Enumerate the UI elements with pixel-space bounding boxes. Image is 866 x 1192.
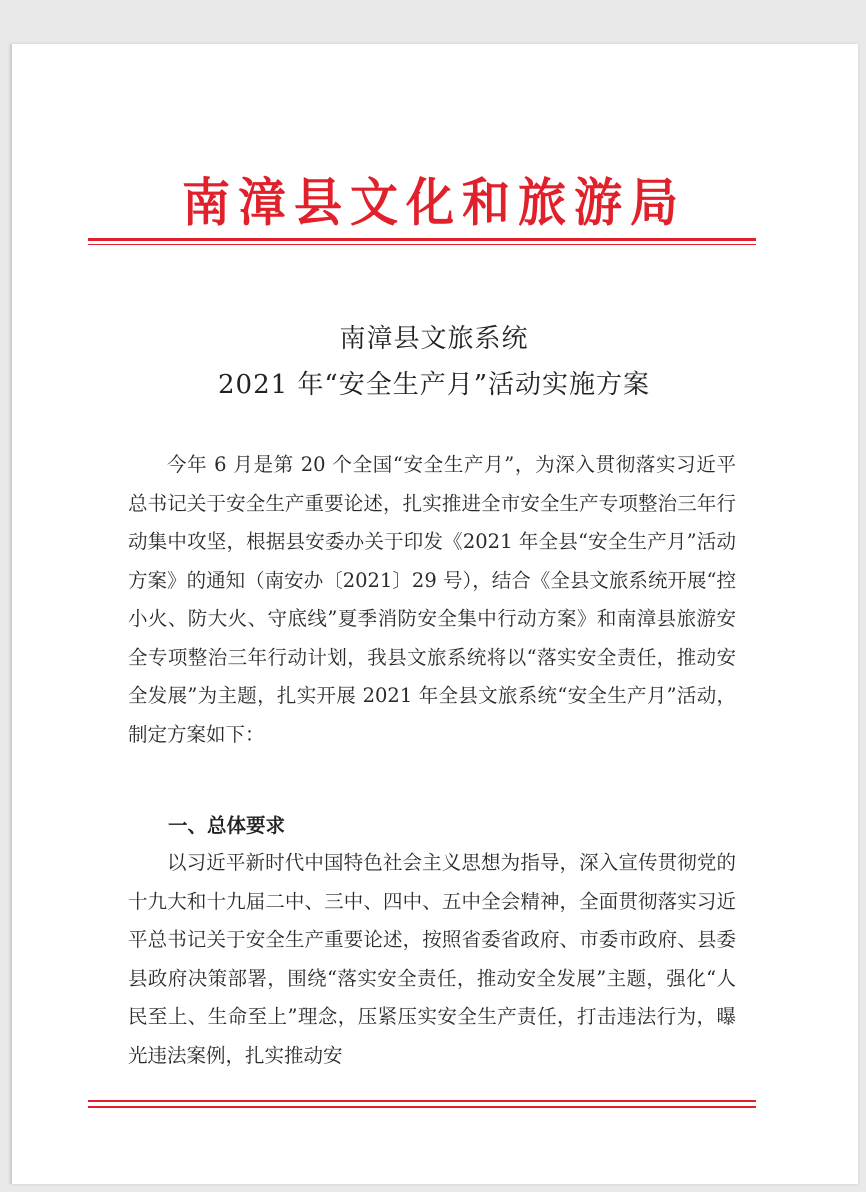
- letterhead-rule-thin: [88, 244, 756, 245]
- letterhead-title: 南漳县文化和旅游局: [181, 173, 686, 234]
- section-heading: 一、总体要求: [168, 814, 286, 837]
- document-title-line1: 南漳县文旅系统: [339, 324, 529, 354]
- document-page: [10, 44, 858, 1184]
- paragraph-general-requirements: 以习近平新时代中国特色社会主义思想为指导，深入宣传贯彻党的十九大和十九届二中、三中、四中、五中全会精神，全面贯彻落实习近平总书记关于安全生产重要论述，按照省委省政府、市委市政府、县委县政府决策部署，围绕“落实安全责任，推动安全发展”主题，强化“人民至上、生命至上”理念，压紧压实安全生产责任，打击违法行为，曝光违法案例，扎实推动安: [128, 851, 736, 1067]
- document-title-line2: 2021 年“安全生产月”活动实施方案: [217, 370, 651, 400]
- paragraph-intro: 今年 6 月是第 20 个全国“安全生产月”，为深入贯彻落实习近平总书记关于安全生产重要论述，扎实推进全市安全生产专项整治三年行动集中攻坚，根据县安委办关于印发《2021 年全县“安全生产月”活动方案》的通知（南安办〔2021〕29 号），结合《全县文旅系统开展“控小火、防大火、守底线”夏季消防安全集中行动方案》和南漳县旅游安全专项整治三年行动计划，我县文旅系统将以“落实安全责任，推动安全发展”为主题，扎实开展 2021 年全县文旅系统“安全生产月”活动，制定方案如下：: [128, 453, 736, 746]
- footer-rule-bottom: [88, 1106, 756, 1108]
- letterhead-rule-thick: [88, 238, 756, 241]
- footer-rule-top: [88, 1100, 756, 1102]
